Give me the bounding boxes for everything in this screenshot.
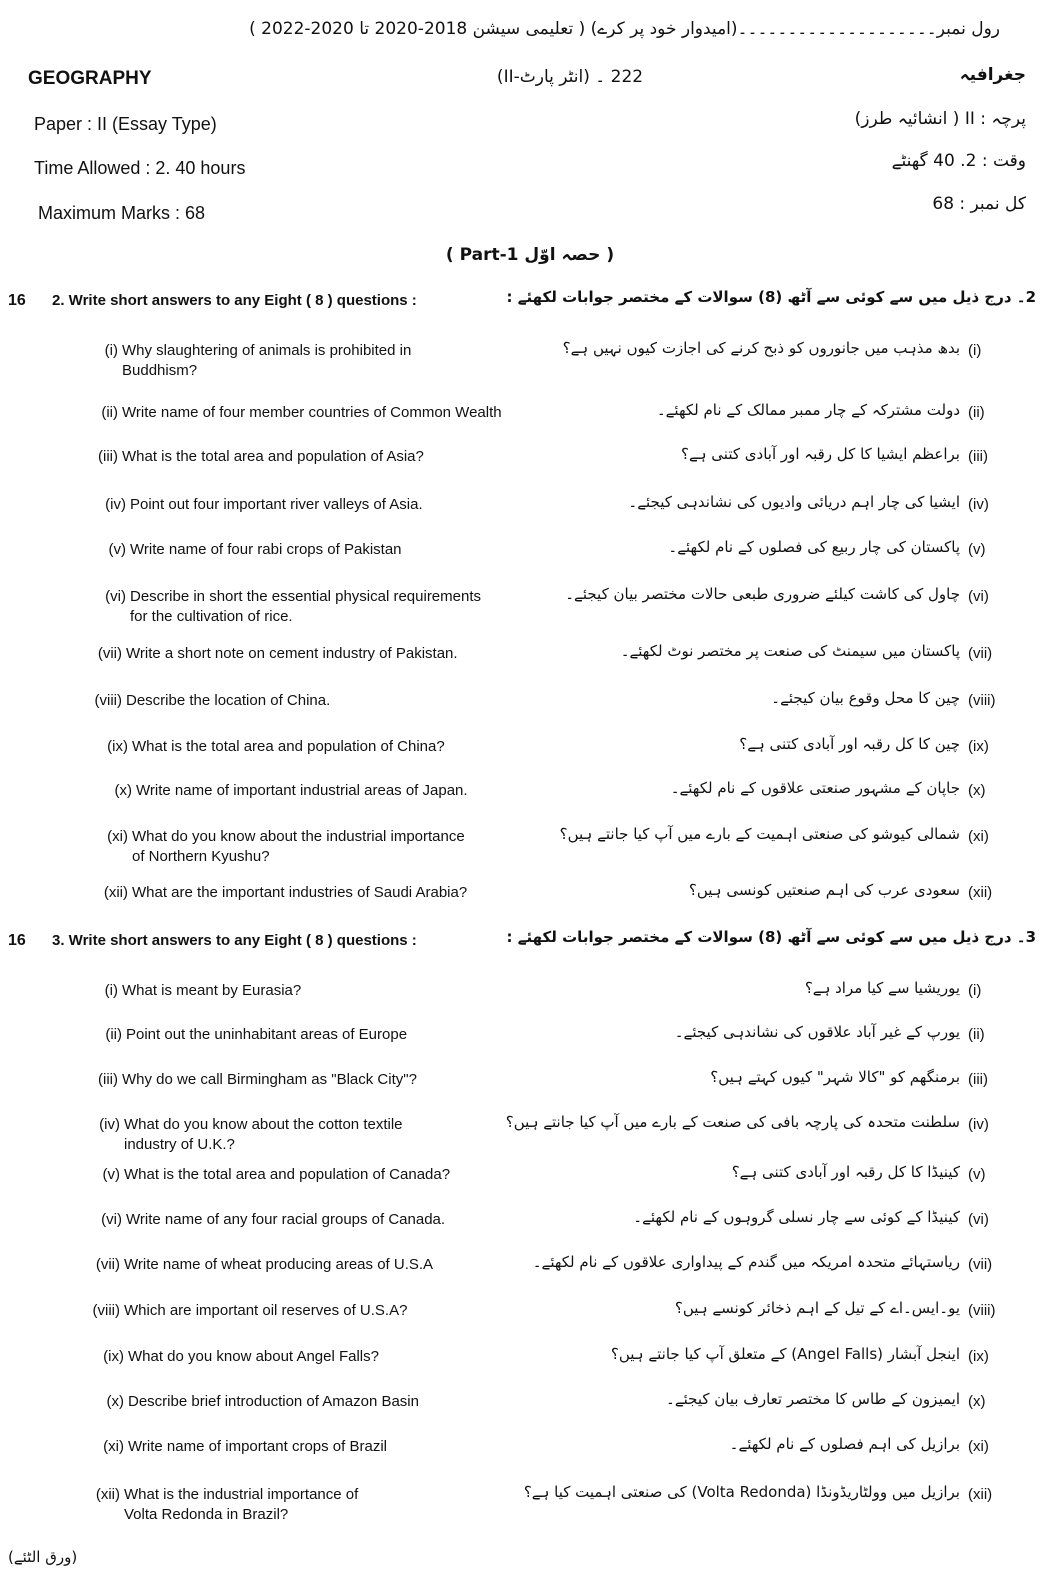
question-number-urdu-side: (i) (968, 982, 982, 999)
question-urdu: برازیل کی اہم فصلوں کے نام لکھئے۔ (729, 1435, 960, 1453)
question-number: (iii) (98, 1071, 118, 1088)
question-english: What is the total area and population of China? (132, 738, 445, 755)
question-number-urdu-side: (vii) (968, 1256, 993, 1273)
question-urdu: یورپ کے غیر آباد علاقوں کی نشاندہی کیجئے۔ (674, 1023, 960, 1041)
question-urdu: جاپان کے مشہور صنعتی علاقوں کے نام لکھئے۔ (670, 779, 960, 797)
question-number: (xi) (103, 1438, 124, 1455)
roll-number-line: رول نمبر۔۔۔۔۔۔۔۔۔۔۔۔۔۔۔۔۔۔۔۔(امیدوار خود پر کرے) ( تعلیمی سیشن 2018-2020 تا 2020-2022 ) (249, 19, 1000, 39)
question-english: Describe brief introduction of Amazon Basin (128, 1393, 419, 1410)
question-urdu: چین کا محل وقوع بیان کیجئے۔ (771, 689, 960, 707)
question-english: What do you know about Angel Falls? (128, 1348, 379, 1365)
question-number-urdu-side: (xi) (968, 828, 989, 845)
question-number: (v) (102, 1166, 120, 1183)
question-number: (ii) (101, 404, 118, 421)
question-urdu: کینیڈا کا کل رقبہ اور آبادی کتنی ہے؟ (731, 1163, 960, 1181)
question-english-continued: of Northern Kyushu? (132, 848, 270, 865)
question-number: (iv) (105, 496, 126, 513)
question-urdu: شمالی کیوشو کی صنعتی اہمیت کے بارے میں آپ کیا جانتے ہیں؟ (559, 825, 960, 843)
subject-english: GEOGRAPHY (28, 68, 152, 89)
question-number: (xii) (103, 884, 128, 901)
question-urdu: یو۔ایس۔اے کے تیل کے اہم ذخائر کونسے ہیں؟ (674, 1299, 960, 1317)
question-number: (x) (106, 1393, 124, 1410)
question-number-urdu-side: (ii) (968, 404, 985, 421)
question-number: (viii) (92, 1302, 120, 1319)
subject-urdu: جغرافیہ (959, 65, 1026, 85)
maximum-marks-english: Maximum Marks : 68 (38, 203, 206, 223)
question-urdu: سعودی عرب کی اہم صنعتیں کونسی ہیں؟ (688, 881, 960, 899)
question-number: (iv) (99, 1116, 120, 1133)
question-english-continued: for the cultivation of rice. (130, 608, 293, 625)
question-number: (iii) (98, 448, 118, 465)
part-title: ( حصہ اوّل Part-1 ) (445, 245, 615, 265)
paper-urdu: پرچہ : II ( انشائیہ طرز) (854, 109, 1026, 129)
question-number-urdu-side: (v) (968, 541, 986, 558)
question-number: (viii) (94, 692, 122, 709)
question-number-urdu-side: (ii) (968, 1026, 985, 1043)
question-urdu: اینجل آبشار (Angel Falls) کے متعلق آپ کیا جانتے ہیں؟ (610, 1345, 960, 1363)
question-english: What is the total area and population of Canada? (124, 1166, 451, 1183)
question-number-urdu-side: (xii) (968, 884, 993, 901)
question-english: Which are important oil reserves of U.S.A? (124, 1302, 408, 1319)
question-english: Write name of four member countries of Common Wealth (122, 404, 502, 421)
question-urdu: ریاستہائے متحدہ امریکہ میں گندم کے پیداواری علاقوں کے نام لکھئے۔ (532, 1253, 960, 1271)
question-urdu: پاکستان کی چار ربیع کی فصلوں کے نام لکھئے۔ (668, 538, 960, 556)
question-number: (xii) (95, 1486, 120, 1503)
question-urdu: برازیل میں وولٹاریڈونڈا (Volta Redonda) کی صنعتی اہمیت کیا ہے؟ (523, 1483, 960, 1501)
question-english: What do you know about the cotton textile (124, 1116, 403, 1133)
question-urdu: براعظم ایشیا کا کل رقبہ اور آبادی کتنی ہے؟ (681, 445, 960, 463)
question-number-urdu-side: (vi) (968, 588, 989, 605)
paper-english: Paper : II (Essay Type) (34, 114, 217, 134)
question-english: Write name of any four racial groups of Canada. (126, 1211, 446, 1228)
question-number: (ix) (103, 1348, 124, 1365)
question-number-urdu-side: (viii) (968, 692, 996, 709)
question-number-urdu-side: (v) (968, 1166, 986, 1183)
time-urdu: وقت : 2. 40 گھنٹے (891, 151, 1026, 171)
question-english: Why do we call Birmingham as "Black City"? (122, 1071, 417, 1088)
question-number-urdu-side: (ix) (968, 738, 989, 755)
question-number-urdu-side: (vi) (968, 1211, 989, 1228)
question-urdu: چین کا کل رقبہ اور آبادی کتنی ہے؟ (739, 735, 960, 753)
question-number: (i) (104, 982, 118, 999)
paper-code: 222 ۔ (انٹر پارٹ-II) (496, 67, 644, 87)
question-english-continued: Volta Redonda in Brazil? (124, 1506, 289, 1523)
question-urdu: یوریشیا سے کیا مراد ہے؟ (804, 979, 960, 997)
question-urdu: دولت مشترکہ کے چار ممبر ممالک کے نام لکھئے۔ (656, 401, 960, 419)
question-urdu: کینیڈا کے کوئی سے چار نسلی گروہوں کے نام لکھئے۔ (633, 1208, 960, 1226)
question-urdu: پاکستان میں سیمنٹ کی صنعت پر مختصر نوٹ لکھئے۔ (620, 642, 960, 660)
question-urdu: چاول کی کاشت کیلئے ضروری طبعی حالات مختصر بیان کیجئے۔ (565, 585, 960, 603)
question-english: Describe the location of China. (126, 692, 331, 709)
section3-title-english: 3. Write short answers to any Eight ( 8 ) questions : (52, 932, 417, 949)
question-urdu: بدھ مذہب میں جانوروں کو ذبح کرنے کی اجازت کیوں نہیں ہے؟ (562, 339, 960, 357)
turn-over-note: (ورق الٹئے) (8, 1548, 78, 1566)
question-number-urdu-side: (x) (968, 782, 986, 799)
question-english: Write a short note on cement industry of Pakistan. (126, 645, 458, 662)
question-english-continued: industry of U.K.? (124, 1136, 235, 1153)
question-number-urdu-side: (x) (968, 1393, 986, 1410)
question-number: (v) (108, 541, 126, 558)
question-number-urdu-side: (xii) (968, 1486, 993, 1503)
question-urdu: ایمیزون کے طاس کا مختصر تعارف بیان کیجئے۔ (666, 1390, 960, 1408)
question-number-urdu-side: (iii) (968, 448, 988, 465)
maximum-marks-urdu: کل نمبر : 68 (932, 194, 1026, 214)
question-number-urdu-side: (viii) (968, 1302, 996, 1319)
question-english: What are the important industries of Saudi Arabia? (132, 884, 468, 901)
question-number: (xi) (107, 828, 128, 845)
section3-marks: 16 (8, 932, 26, 949)
question-english: What is meant by Eurasia? (122, 982, 302, 999)
question-number-urdu-side: (vii) (968, 645, 993, 662)
question-urdu: سلطنت متحدہ کی پارچہ بافی کی صنعت کے بارے میں آپ کیا جانتے ہیں؟ (505, 1113, 960, 1131)
question-english: Write name of four rabi crops of Pakistan (130, 541, 402, 558)
section3-title-urdu: 3۔ درج ذیل میں سے کوئی سے آٹھ (8) سوالات کے مختصر جوابات لکھئے : (506, 928, 1036, 946)
question-english: What is the industrial importance of (124, 1486, 359, 1503)
question-english: Describe in short the essential physical requirements (130, 588, 481, 605)
question-number-urdu-side: (ix) (968, 1348, 989, 1365)
question-english: What is the total area and population of Asia? (122, 448, 424, 465)
section2-title-english: 2. Write short answers to any Eight ( 8 ) questions : (52, 292, 417, 309)
question-number: (vii) (97, 645, 122, 662)
question-number-urdu-side: (iv) (968, 496, 989, 513)
question-english: What do you know about the industrial importance (132, 828, 465, 845)
question-number: (ii) (105, 1026, 122, 1043)
question-urdu: برمنگھم کو "کالا شہر" کیوں کہتے ہیں؟ (710, 1068, 960, 1086)
question-number: (vii) (95, 1256, 120, 1273)
time-allowed-english: Time Allowed : 2. 40 hours (34, 158, 246, 178)
question-english: Write name of important crops of Brazil (128, 1438, 387, 1455)
question-number-urdu-side: (iii) (968, 1071, 988, 1088)
question-number: (vi) (105, 588, 126, 605)
question-english: Point out the uninhabitant areas of Europe (126, 1026, 408, 1043)
question-english: Why slaughtering of animals is prohibited in (122, 342, 412, 359)
question-english: Write name of wheat producing areas of U.S.A (124, 1256, 434, 1273)
question-english-continued: Buddhism? (122, 362, 198, 379)
question-english: Write name of important industrial areas of Japan. (136, 782, 468, 799)
question-urdu: ایشیا کی چار اہم دریائی وادیوں کی نشاندہی کیجئے۔ (628, 493, 960, 511)
question-english: Point out four important river valleys of Asia. (130, 496, 423, 513)
question-number-urdu-side: (i) (968, 342, 982, 359)
question-number: (i) (104, 342, 118, 359)
question-number: (x) (114, 782, 132, 799)
question-number-urdu-side: (iv) (968, 1116, 989, 1133)
question-number-urdu-side: (xi) (968, 1438, 989, 1455)
section2-marks: 16 (8, 292, 26, 309)
section2-title-urdu: 2۔ درج ذیل میں سے کوئی سے آٹھ (8) سوالات کے مختصر جوابات لکھئے : (506, 288, 1036, 306)
question-number: (ix) (107, 738, 128, 755)
question-number: (vi) (101, 1211, 122, 1228)
